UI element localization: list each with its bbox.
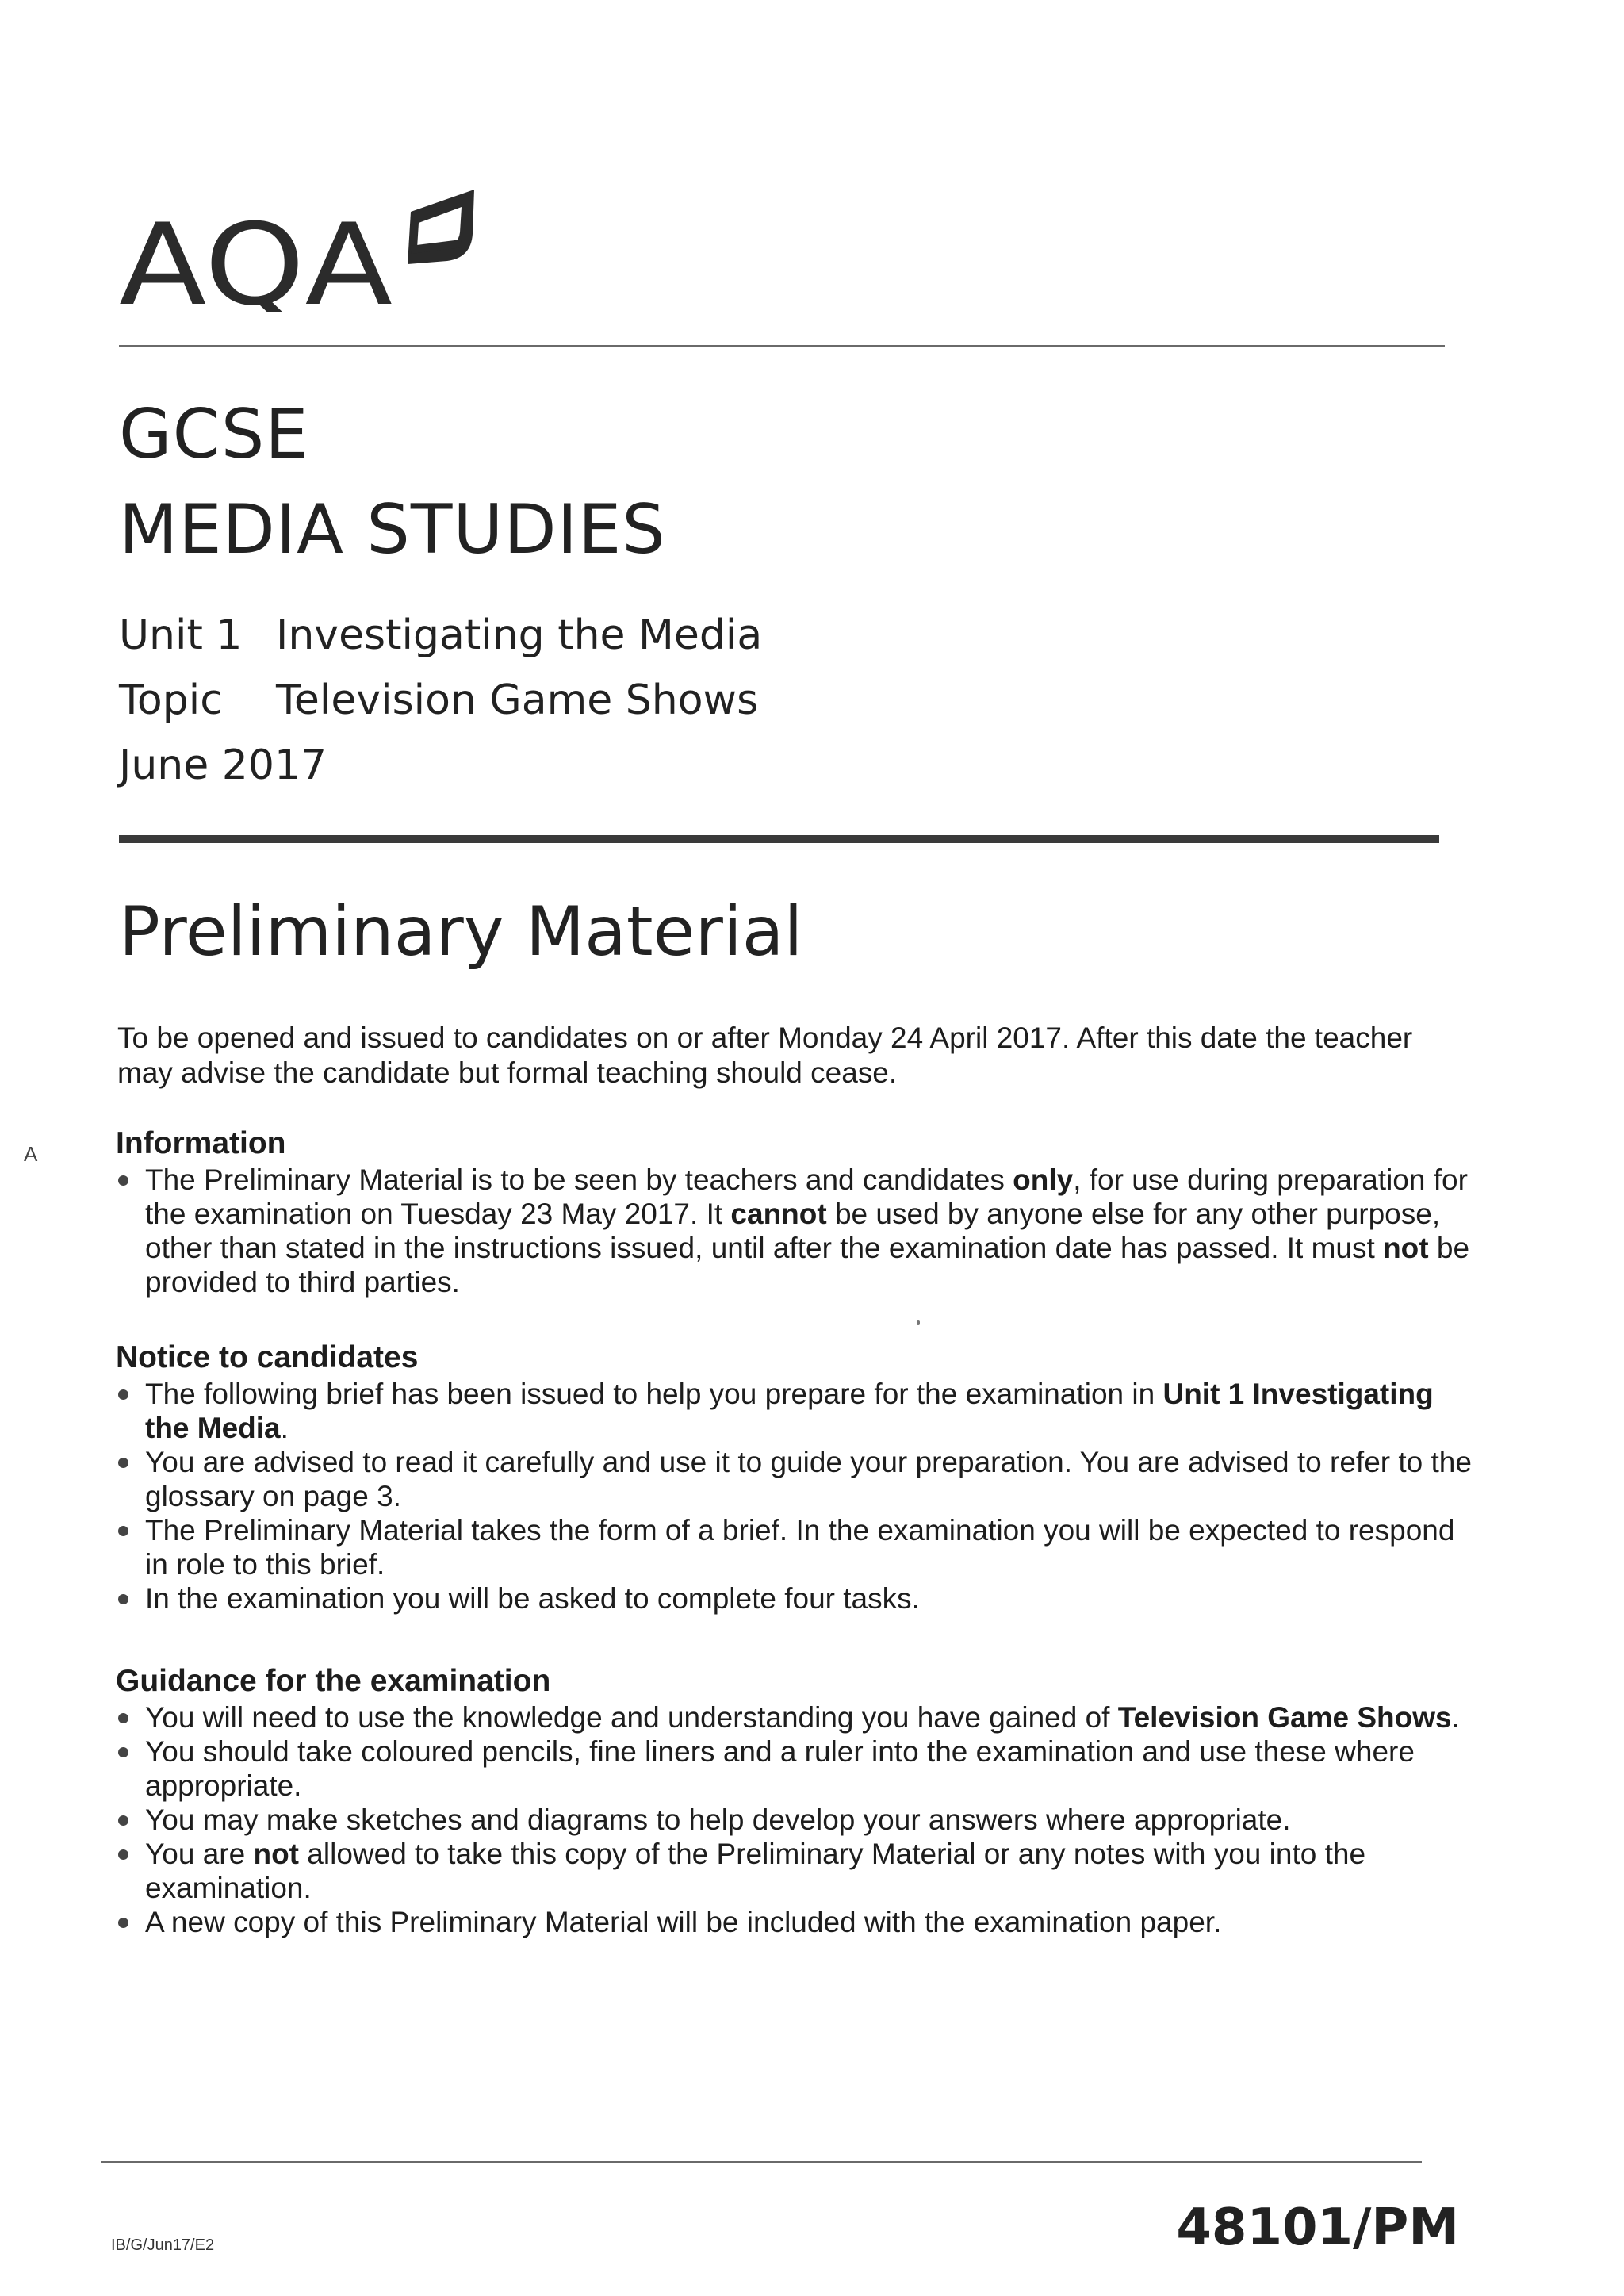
- guidance-list: [116, 1700, 1480, 1939]
- list-item: You may make sketches and diagrams to help develop your answers where appropriate.: [116, 1803, 1480, 1837]
- title-divider: [119, 835, 1439, 843]
- paper-code: 48101/PM: [1176, 2198, 1459, 2257]
- list-item: The following brief has been issued to help you prepare for the examination in Unit 1 Investigating the Media.: [116, 1377, 1480, 1445]
- list-item: You are not allowed to take this copy of the Preliminary Material or any notes with you into the examination.: [116, 1837, 1480, 1905]
- scan-speck: [917, 1320, 920, 1325]
- footer-divider: [102, 2161, 1422, 2163]
- notice-list: [116, 1377, 1480, 1616]
- information-heading: Information: [116, 1126, 286, 1160]
- list-item: In the examination you will be asked to complete four tasks.: [116, 1581, 1480, 1616]
- guidance-section: [116, 1662, 1480, 1939]
- information-section: [116, 1125, 1480, 1299]
- intro-text: To be opened and issued to candidates on or after Monday 24 April 2017. After this date the teacher may advise the candidate but formal teaching should cease.: [117, 1022, 1413, 1089]
- margin-mark: A: [24, 1142, 38, 1166]
- list-item: You will need to use the knowledge and understanding you have gained of Television Game Shows.: [116, 1700, 1480, 1734]
- list-item: A new copy of this Preliminary Material will be included with the examination paper.: [116, 1905, 1480, 1939]
- page-title: Preliminary Material: [119, 892, 803, 972]
- notice-section: [116, 1339, 1480, 1616]
- guidance-heading: Guidance for the examination: [116, 1664, 551, 1698]
- aqa-logo: [119, 185, 484, 312]
- header-divider: [119, 345, 1445, 347]
- aqa-logo-wordmark: AQA: [119, 200, 393, 312]
- unit-topic-block: [119, 603, 762, 798]
- notice-heading: Notice to candidates: [116, 1340, 419, 1374]
- subject-block: [119, 387, 666, 577]
- subject-title: MEDIA STUDIES: [119, 490, 666, 569]
- aqa-logo-graphic: [119, 185, 484, 312]
- unit-label: Unit 1: [119, 611, 243, 659]
- doc-code: IB/G/Jun17/E2: [111, 2237, 215, 2254]
- session: June 2017: [119, 742, 327, 789]
- list-item: You should take coloured pencils, fine liners and a ruler into the examination and use these where appropriate.: [116, 1734, 1480, 1803]
- list-item: The Preliminary Material takes the form of a brief. In the examination you will be expected to respond in role to this brief.: [116, 1513, 1480, 1581]
- list-item: The Preliminary Material is to be seen by teachers and candidates only, for use during preparation for the examination on Tuesday 23 May 2017. It cannot be used by anyone else for any other purpose, other than stated in the instructions issued, until after the examination date has passed. It must not be provided to third parties.: [116, 1163, 1480, 1299]
- topic-label: Topic: [119, 677, 223, 724]
- qualification: GCSE: [119, 395, 309, 474]
- unit-title: Investigating the Media: [276, 611, 763, 659]
- information-list: [116, 1163, 1480, 1299]
- list-item: You are advised to read it carefully and use it to guide your preparation. You are advised to refer to the glossary on page 3.: [116, 1445, 1480, 1513]
- topic-title: Television Game Shows: [276, 677, 759, 724]
